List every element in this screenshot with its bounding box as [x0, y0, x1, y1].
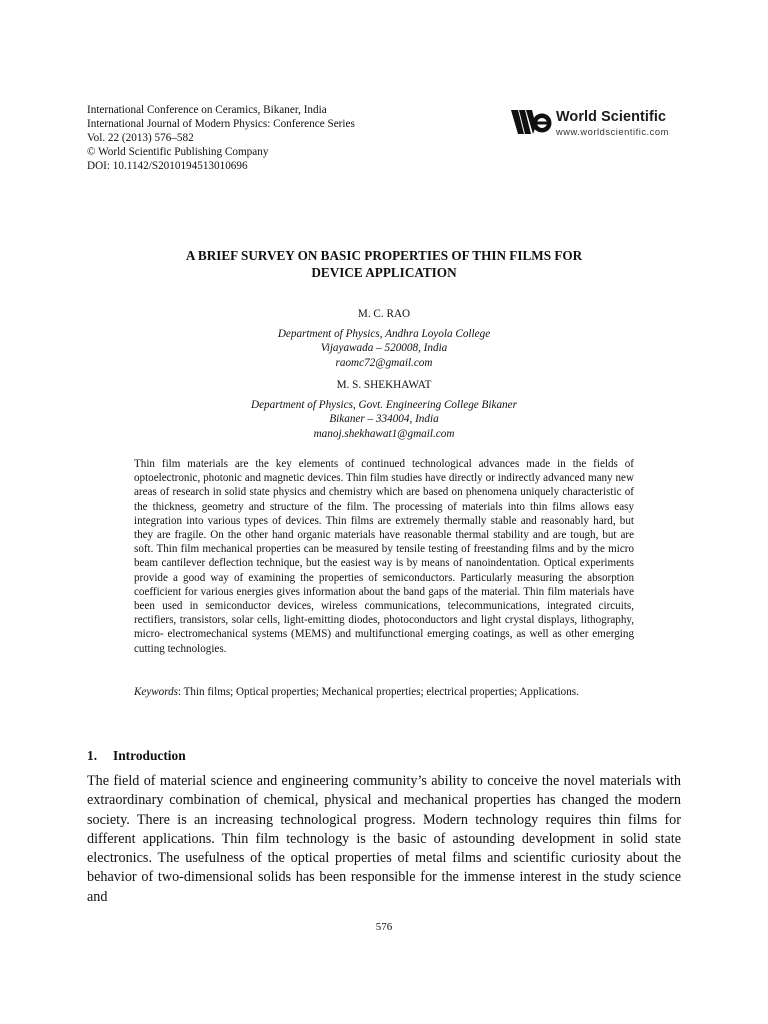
paper-title [120, 247, 648, 281]
publisher-url: www.worldscientific.com [556, 127, 669, 137]
journal-header-info [87, 103, 355, 173]
section-heading [87, 748, 186, 764]
author-block-1 [140, 307, 628, 370]
title-line-1: A BRIEF SURVEY ON BASIC PROPERTIES OF THIN FILMS FOR [185, 248, 583, 263]
author-department: Department of Physics, Govt. Engineering College Bikaner [251, 399, 517, 412]
doi: DOI: 10.1142/S2010194513010696 [87, 160, 248, 172]
section-title: Introduction [113, 748, 186, 763]
abstract: Thin film materials are the key elements of continued technological advances made in the fields of optoelectronic, photonic and magnetic devices. Thin film studies have directly or indirectly advanced many new areas of research in solid state physics and chemistry which are based on phenomena uniquely characteristic of the thickness, geometry and structure of the film. The processing of materials into thin films allows easy integration into various types of devices. Thin films are extremely thermally stable and reasonably hard, but they are fragile. On the other hand organic materials have reasonable thermal stability and are tough, but are soft. Thin film mechanical properties can be measured by tensile testing of freestanding films and by the micro beam cantilever deflection technique, but the easiest way is by means of nanoindentation. Optical experiments provide a good way of examining the properties of semiconductors. Particularly measuring the absorption coefficient for various energies gives information about the band gaps of the material. Thin film materials have been used in semiconductor devices, wireless communications, telecommunications, integrated circuits, rectifiers, transistors, solar cells, light-emitting diodes, photoconductors and light crystal displays, lithography, micro- electromechanical systems (MEMS) and multifunctional emerging coatings, as well as other emerging cutting technologies. [134, 458, 634, 655]
author-address: Bikaner – 334004, India [329, 413, 439, 426]
author-name: M. S. SHEKHAWAT [336, 379, 432, 391]
author-name: M. C. RAO [357, 308, 411, 320]
author-email: manoj.shekhawat1@gmail.com [313, 427, 455, 440]
author-block-2 [140, 378, 628, 441]
publisher-logo [511, 107, 671, 141]
page-number: 576 [375, 921, 393, 933]
section-number: 1. [87, 748, 98, 763]
introduction-paragraph: The field of material science and engineering community’s ability to conceive the novel materials with extraordinary combination of chemical, physical and mechanical properties has changed the modern society. There is an increasing technological progress. Modern technology requires thin films for different applications. Thin film technology is the basic of astounding development in solid state electronics. The usefulness of the optical properties of metal films and scientific curiosity about the behavior of two-dimensional solids has been responsible for the immense interest in the study science and [87, 773, 681, 905]
copyright-notice: © World Scientific Publishing Company [87, 146, 269, 158]
conference-name: International Conference on Ceramics, Bikaner, India [87, 104, 327, 116]
publisher-name: World Scientific [556, 109, 667, 125]
author-department: Department of Physics, Andhra Loyola College [277, 328, 491, 341]
keywords-label: Keywords [134, 686, 178, 698]
author-email: raomc72@gmail.com [335, 356, 433, 369]
author-address: Vijayawada – 520008, India [320, 342, 448, 355]
title-line-2: DEVICE APPLICATION [311, 265, 457, 280]
volume-info: Vol. 22 (2013) 576–582 [87, 132, 194, 144]
world-scientific-logo-icon [511, 107, 553, 137]
keywords-text: : Thin films; Optical properties; Mechanical properties; electrical properties; Applications. [177, 686, 579, 698]
journal-name: International Journal of Modern Physics: Conference Series [87, 118, 355, 130]
keywords [134, 685, 634, 699]
